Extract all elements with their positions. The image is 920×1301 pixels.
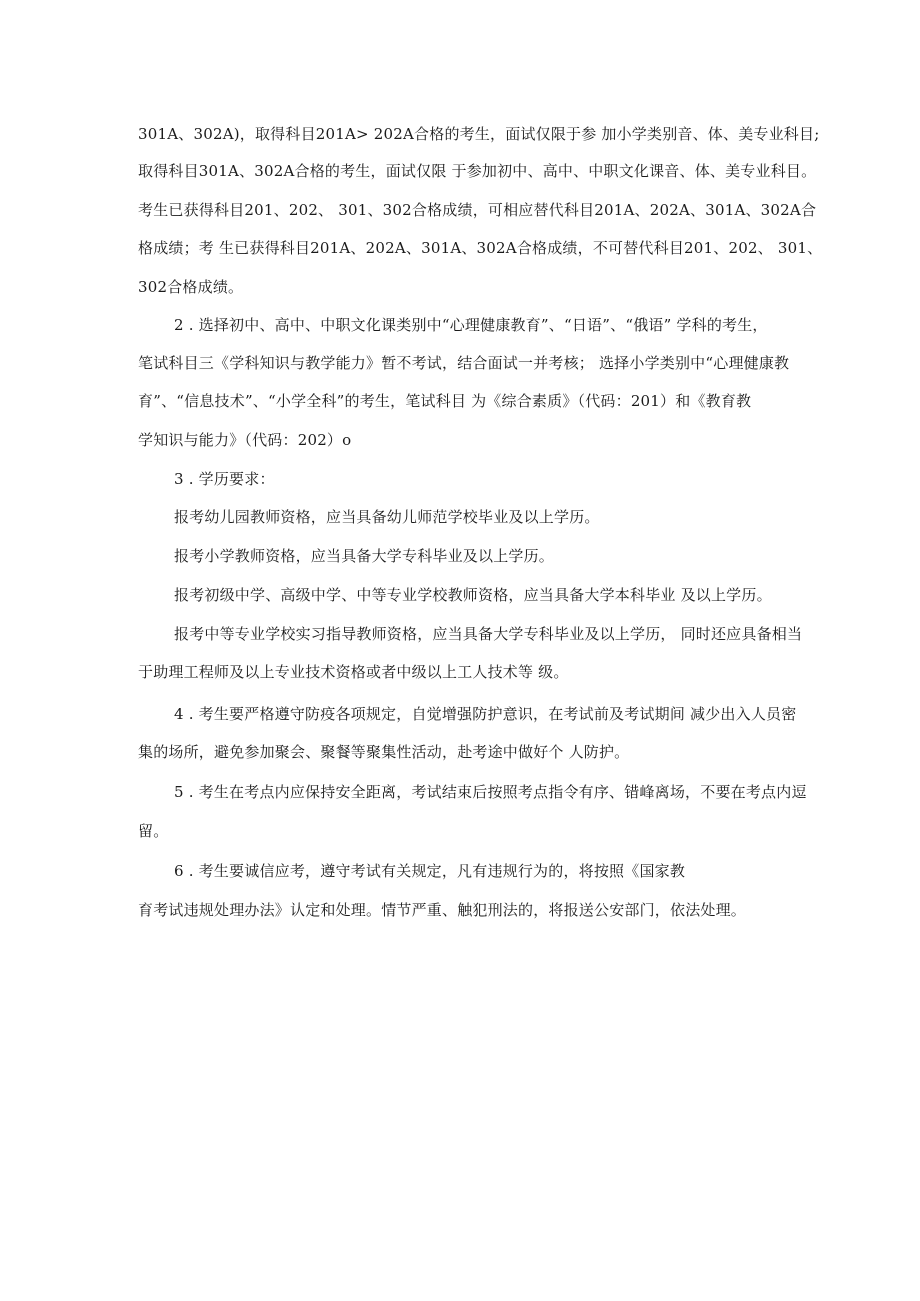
text-line: 于助理工程师及以上专业技术资格或者中级以上工人技术等 级。 [138, 663, 569, 681]
text-line: 考生已获得科目201、202、 301、302合格成绩，可相应替代科目201A、202A、301A、302A合 [138, 201, 817, 219]
text-line: 报考幼儿园教师资格，应当具备幼儿师范学校毕业及以上学历。 [174, 508, 600, 526]
text-line: 集的场所，避免参加聚会、聚餐等聚集性活动，赴考途中做好个 人防护。 [138, 743, 630, 761]
text-line: 取得科目301A、302A合格的考生，面试仅限 于参加初中、高中、中职文化课音、体、美专业科目。 [138, 162, 817, 180]
text-line: 301A、302A)，取得科目201A> 202A合格的考生，面试仅限于参 加小学类别音、体、美专业科目; [138, 125, 820, 143]
section-heading: 3 . 学历要求： [174, 470, 275, 488]
text-line: 5 . 考生在考点内应保持安全距离，考试结束后按照考点指令有序、错峰离场，不要在考点内逗 [174, 783, 807, 801]
text-line: 学知识与能力》（代码：202）o [138, 431, 352, 449]
text-line: 留。 [138, 822, 169, 840]
text-line: 育”、“信息技术”、“小学全科”的考生，笔试科目 为《综合素质》（代码：201）和《教育教 [138, 392, 752, 410]
text-line: 4 . 考生要严格遵守防疫各项规定，自觉增强防护意识，在考试前及考试期间 减少出入人员密 [174, 705, 797, 723]
text-line: 6 . 考生要诚信应考，遵守考试有关规定，凡有违规行为的，将按照《国家教 [174, 862, 686, 880]
text-line: 育考试违规处理办法》认定和处理。情节严重、触犯刑法的，将报送公安部门，依法处理。 [138, 901, 747, 919]
text-line: 报考初级中学、高级中学、中等专业学校教师资格，应当具备大学本科毕业 及以上学历。 [174, 586, 772, 604]
text-line: 格成绩；考 生已获得科目201A、202A、301A、302A合格成绩，不可替代科目201、202、 301、 [138, 239, 823, 257]
text-line: 302合格成绩。 [138, 278, 244, 296]
text-line: 报考小学教师资格，应当具备大学专科毕业及以上学历。 [174, 547, 555, 565]
text-line: 报考中等专业学校实习指导教师资格，应当具备大学专科毕业及以上学历， 同时还应具备相当 [174, 625, 803, 643]
text-line: 笔试科目三《学科知识与教学能力》暂不考试，结合面试一并考核； 选择小学类别中“心理健康教 [138, 354, 790, 372]
text-line: 2 . 选择初中、高中、中职文化课类别中“心理健康教育”、“日语”、“俄语” 学科的考生， [174, 316, 768, 334]
